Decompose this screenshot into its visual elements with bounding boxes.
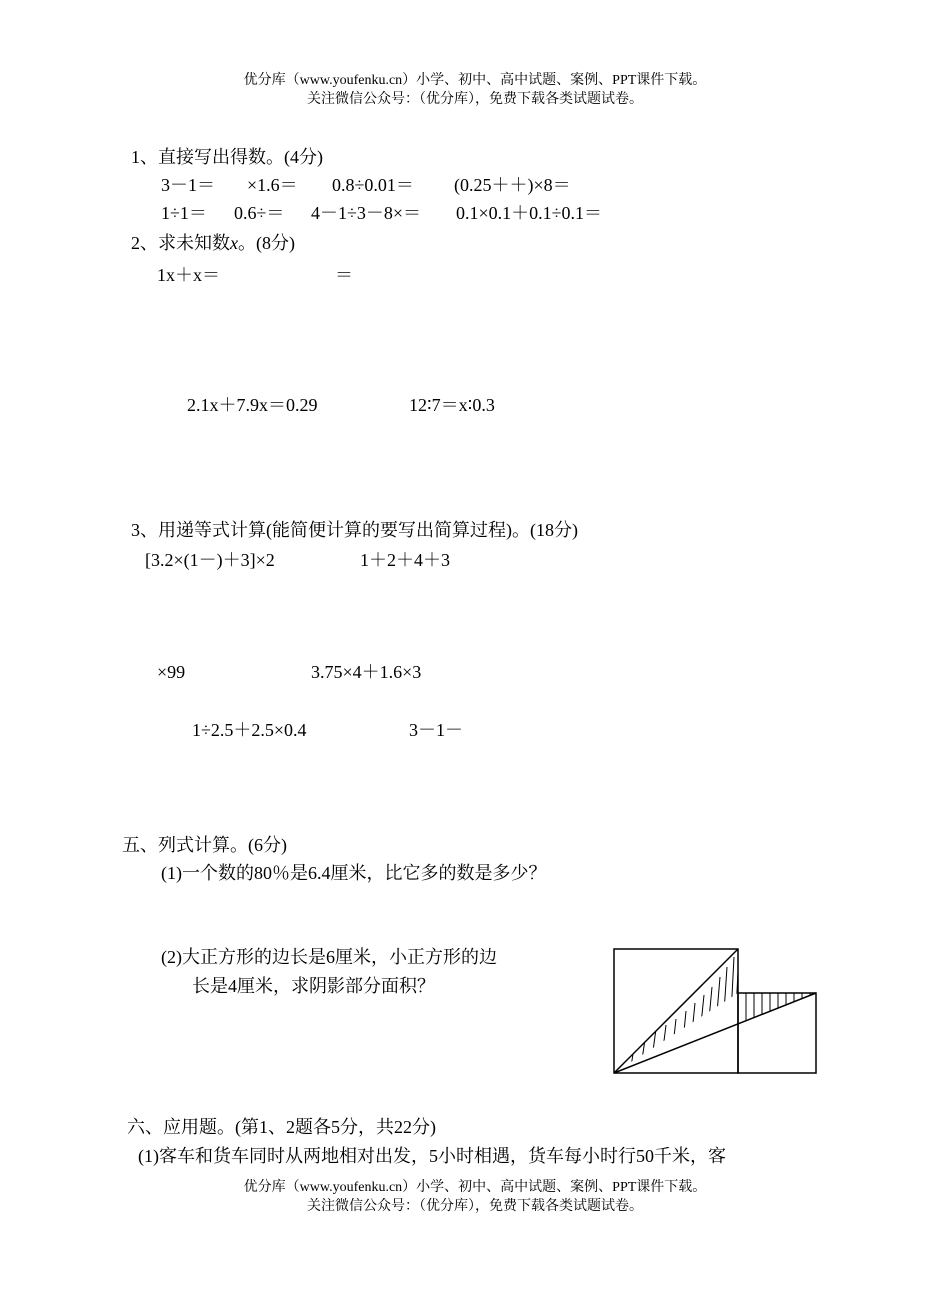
q5-problem-2-line-1: (2)大正方形的边长是6厘米，小正方形的边: [161, 947, 497, 967]
q1-item: ×1.6＝: [247, 175, 298, 195]
diagonal-line: [614, 949, 738, 1073]
q3-item: 3－1－: [409, 720, 463, 740]
q2-equation: ＝: [335, 265, 353, 285]
q5-problem-1: (1)一个数的80％是6.4厘米，比它多的数是多少？: [161, 863, 547, 883]
connecting-line: [614, 993, 816, 1073]
q1-item: 0.6÷＝: [234, 203, 285, 223]
q2-equation: 12∶7＝x∶0.3: [409, 395, 495, 415]
q3-item: ×99: [157, 662, 186, 682]
q1-item: 0.8÷0.01＝: [332, 175, 414, 195]
header-line-2: 关注微信公众号：（优分库），免费下载各类试题试卷。: [307, 92, 643, 107]
q1-item: 0.1×0.1＋0.1÷0.1＝: [456, 203, 603, 223]
q2-equation: 2.1x＋7.9x＝0.29: [187, 395, 318, 415]
squares-shaded-figure: [612, 947, 822, 1077]
shaded-region-small: [746, 993, 810, 1027]
q3-item: 1＋2＋4＋3: [360, 550, 450, 570]
q5-problem-2-line-2: 长是4厘米，求阴影部分面积？: [192, 976, 435, 996]
shaded-region-large: [630, 951, 739, 1073]
q3-item: 3.75×4＋1.6×3: [311, 662, 422, 682]
footer-line-2: 关注微信公众号：（优分库），免费下载各类试题试卷。: [307, 1199, 643, 1214]
q3-title: 3、用递等式计算(能简便计算的要写出简算过程)。(18分): [131, 520, 578, 540]
q1-item: 1÷1＝: [161, 203, 207, 223]
q1-item: 3－1＝: [161, 175, 215, 195]
q1-item: 4－1÷3－8×＝: [311, 203, 422, 223]
header-line-1: 优分库（www.youfenku.cn）小学、初中、高中试题、案例、PPT课件下载。: [243, 73, 707, 88]
small-square: [738, 993, 816, 1073]
q2-equation: 1x＋x＝: [157, 265, 220, 285]
q3-item: 1÷2.5＋2.5×0.4: [192, 720, 307, 740]
q1-title: 1、直接写出得数。(4分): [131, 147, 323, 167]
q3-item: [3.2×(1－)＋3]×2: [145, 550, 275, 570]
q6-problem-1: (1)客车和货车同时从两地相对出发，5小时相遇，货车每小时行50千米，客: [138, 1146, 726, 1166]
square-outlines: [614, 949, 816, 1073]
q5-title: 五、列式计算。(6分): [122, 835, 287, 855]
footer-line-1: 优分库（www.youfenku.cn）小学、初中、高中试题、案例、PPT课件下载。: [243, 1180, 707, 1195]
q1-item: (0.25＋＋)×8＝: [454, 175, 571, 195]
q6-title: 六、应用题。(第1、2题各5分，共22分): [127, 1117, 436, 1137]
q2-title: 2、求未知数x。(8分): [131, 233, 295, 253]
